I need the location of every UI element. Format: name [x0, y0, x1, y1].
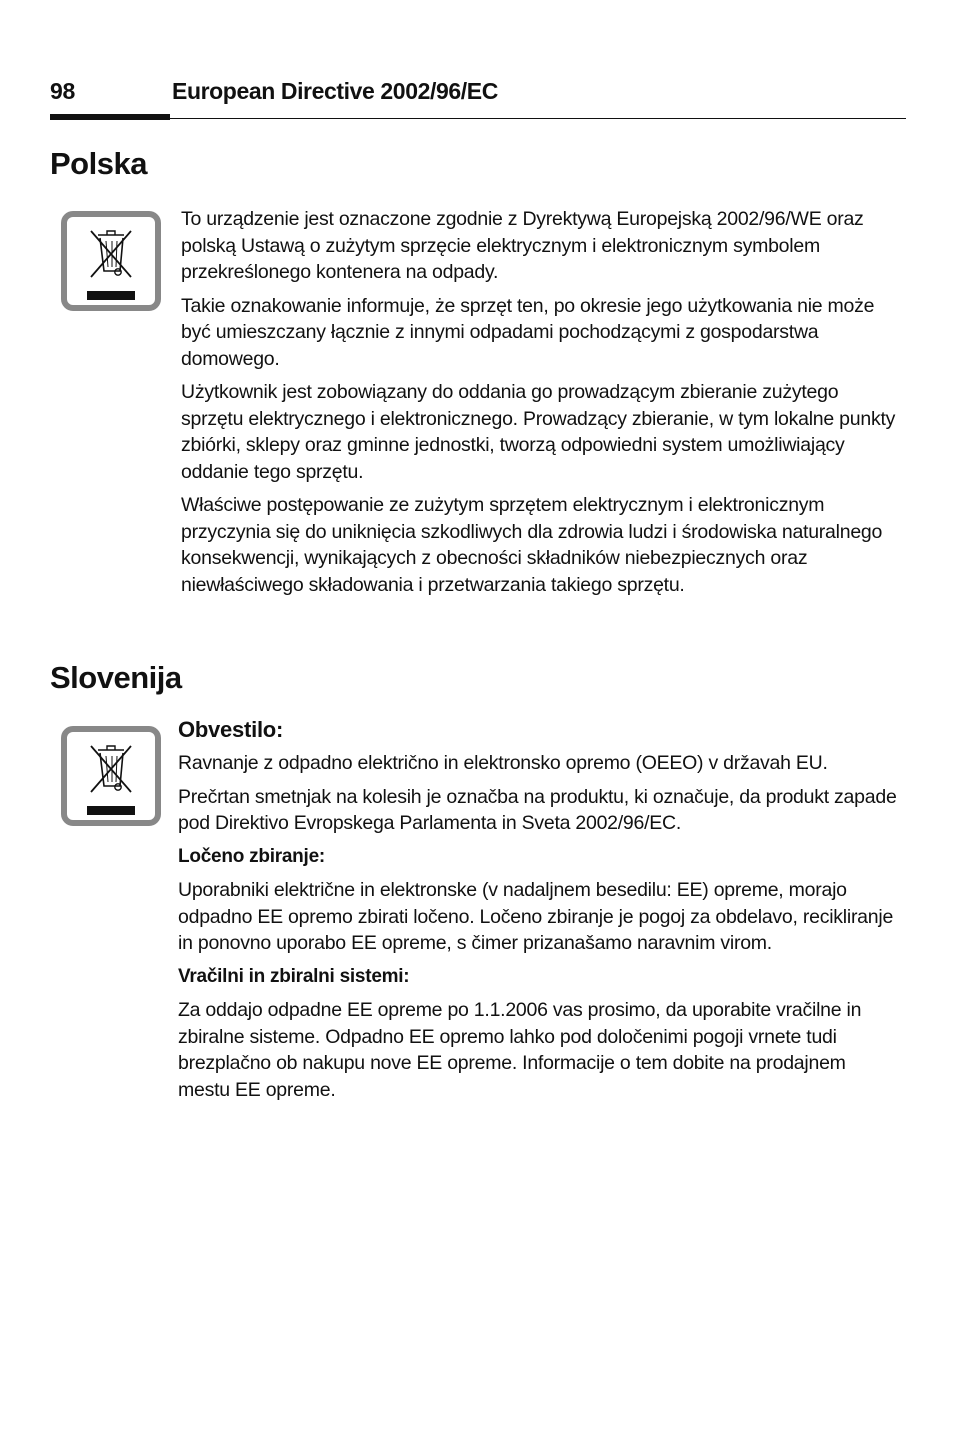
page-header	[50, 74, 906, 120]
polska-paragraph-2: Takie oznakowanie informuje, że sprzęt ten, po okresie jego użytkowania nie może być umieszczany łącznie z innymi odpadami pochodzącymi z gospodarstwa domowego.	[181, 294, 875, 370]
header-title: European Directive 2002/96/EC	[172, 78, 498, 104]
slovenija-subsection-text-1: Uporabniki električne in elektronske (v nadaljnem besedilu: EE) opreme, morajo odpadno EE opremo zbirati ločeno. Ločeno zbiranje je pogoj za obdelavo, recikliranje in ponovno uporabo EE opreme, s čimer prizanašamo naravnim virom.	[178, 879, 894, 954]
header-rule	[50, 118, 906, 119]
slovenija-subheading-1: Ločeno zbiranje:	[178, 845, 325, 867]
slovenija-intro-2: Prečrtan smetnjak na kolesih je označba na produktu, ki označuje, da produkt zapade pod Direktivo Evropskega Parlamenta in Sveta 2002/96/EC.	[178, 785, 897, 834]
slovenija-intro-1: Ravnanje z odpadno električno in elektronsko opremo (OEEO) v državah EU.	[178, 752, 828, 774]
section-heading-polska: Polska	[50, 146, 147, 181]
page-number: 98	[50, 78, 75, 104]
polska-text	[181, 206, 901, 605]
slovenija-text	[178, 717, 902, 1110]
polska-paragraph-4: Właściwe postępowanie ze zużytym sprzętem elektrycznym i elektronicznym przyczynia się do uniknięcia szkodliwych dla zdrowia ludzi i środowiska naturalnego konsekwencji, wynikających z obecności składników niebezpiecznych oraz niewłaściwego składowania i przetwarzania takiego sprzętu.	[181, 494, 883, 596]
slovenija-subsection-text-2: Za oddajo odpadne EE opreme po 1.1.2006 vas prosimo, da uporabite vračilne in zbiralne sisteme. Odpadno EE opremo lahko pod določenimi pogoji vrnete tudi brezplačno ob nakupu nove EE opreme. Informacije o tem dobite na prodajnem mestu EE opreme.	[178, 999, 862, 1101]
slovenija-lead-heading: Obvestilo:	[178, 717, 284, 742]
polska-paragraph-3: Użytkownik jest zobowiązany do oddania go prowadzącym zbieranie zużytego sprzętu elektrycznego i elektronicznego. Prowadzący zbieranie, w tym lokalne punkty zbiórki, sklepy oraz gminne jednostki, tworzą odpowiedni system umożliwiający oddanie tego sprzętu.	[181, 381, 896, 483]
section-heading-slovenija: Slovenija	[50, 660, 182, 695]
polska-paragraph-1: To urządzenie jest oznaczone zgodnie z Dyrektywą Europejską 2002/96/WE oraz polską Ustawą o zużytym sprzęcie elektrycznym i elektronicznym symbolem przekreślonego kontenera na odpady.	[181, 208, 864, 283]
slovenija-subheading-2: Vračilni in zbiralni sistemi:	[178, 965, 410, 987]
header-rule-accent	[50, 114, 170, 120]
weee-bin-icon	[61, 726, 161, 826]
weee-bin-icon	[61, 211, 161, 311]
